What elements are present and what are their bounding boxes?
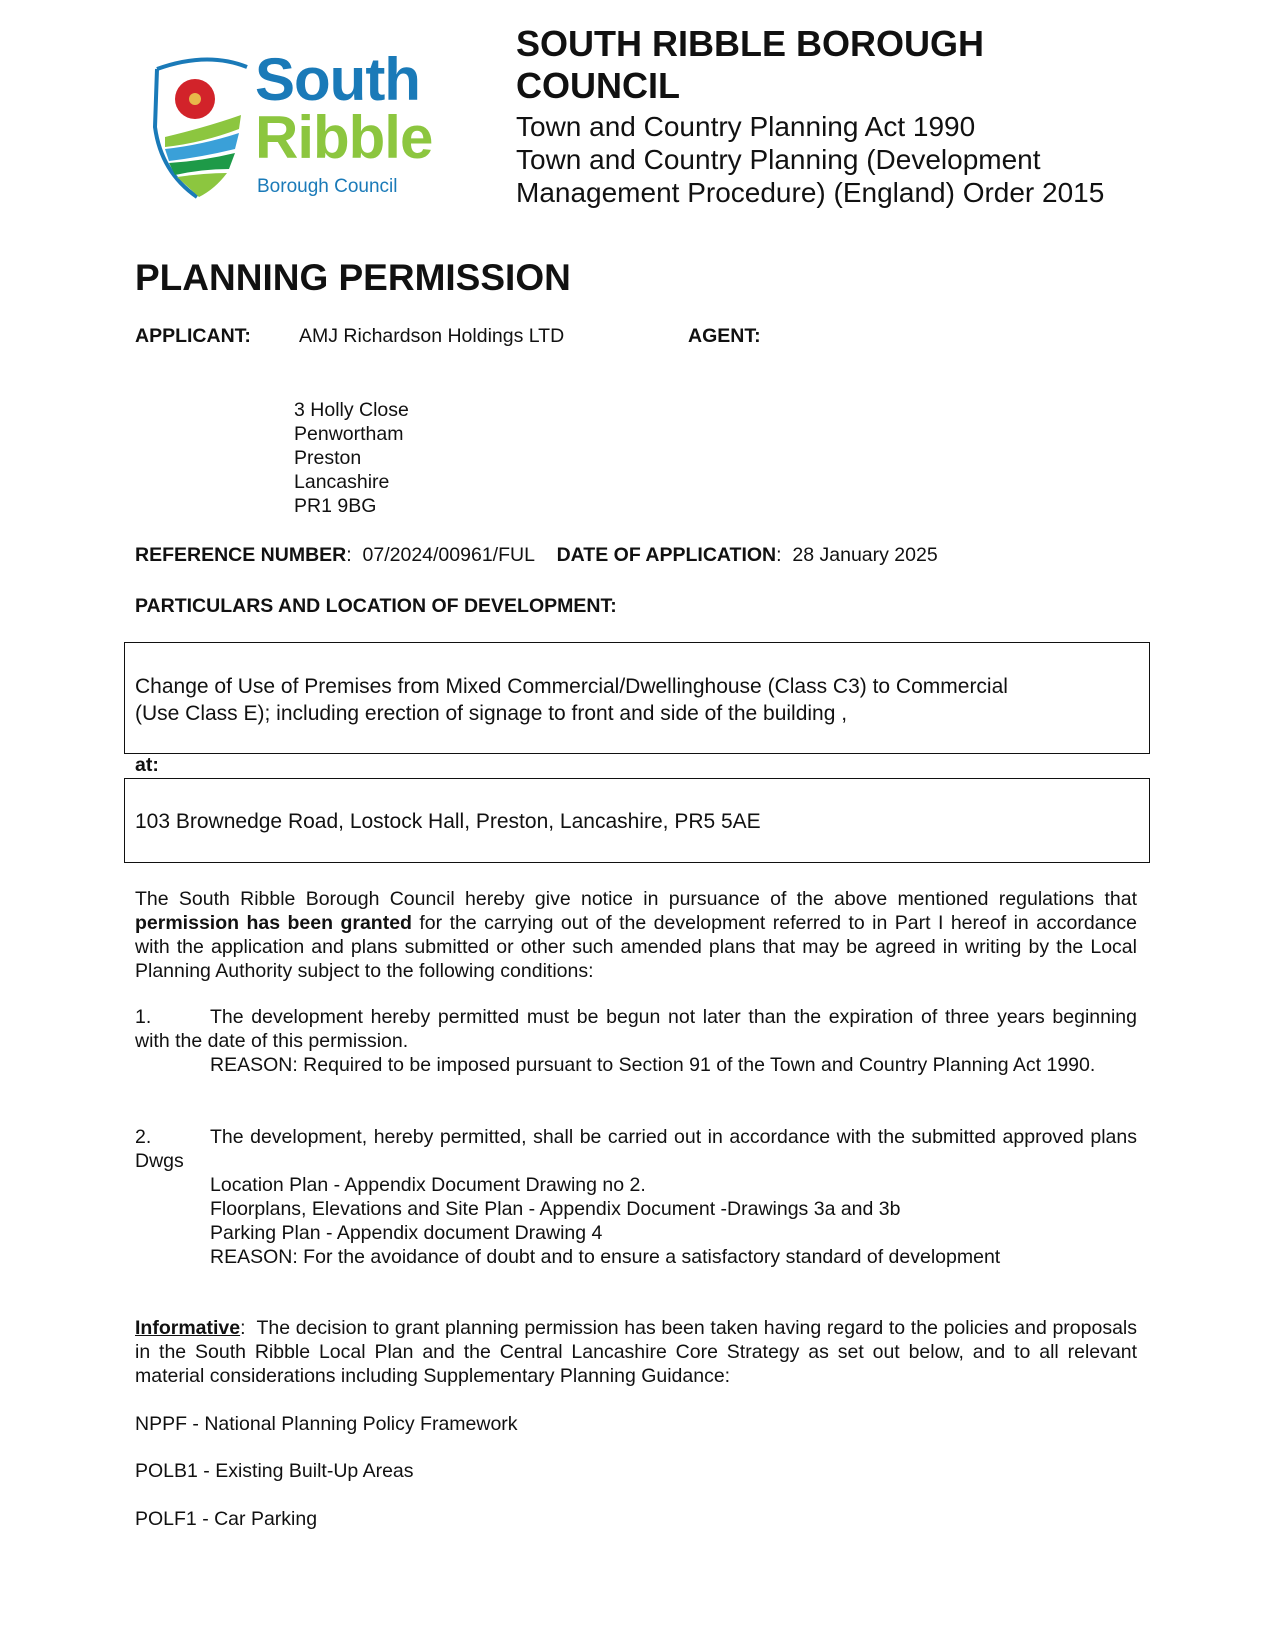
informative-text: The decision to grant planning permission has been taken having regard to the policies and proposals in the South Ribble Local Plan and the Central Lancashire Core Strategy as set out below, and to all relevant material considerations including Supplementary Planning Guidance: bbox=[135, 1317, 1137, 1387]
condition-2 bbox=[135, 1125, 1137, 1269]
plan-item: Floorplans, Elevations and Site Plan - Appendix Document -Drawings 3a and 3b bbox=[210, 1198, 901, 1220]
date-label: DATE OF APPLICATION bbox=[556, 544, 777, 566]
applicant-label: APPLICANT: bbox=[135, 325, 251, 347]
plan-item: Parking Plan - Appendix document Drawing 4 bbox=[210, 1222, 603, 1244]
logo-ribble: Ribble bbox=[255, 104, 433, 171]
act-line-1: Town and Country Planning Act 1990 bbox=[516, 111, 976, 142]
logo-south: South bbox=[255, 46, 420, 113]
page-title: PLANNING PERMISSION bbox=[135, 257, 571, 298]
policy-item: NPPF - National Planning Policy Framework bbox=[135, 1413, 518, 1435]
address-line: Lancashire bbox=[294, 471, 390, 493]
policy-item: POLF1 - Car Parking bbox=[135, 1508, 318, 1530]
development-line: Change of Use of Premises from Mixed Commercial/Dwellinghouse (Class C3) to Commercial bbox=[135, 675, 1008, 698]
address-line: Penwortham bbox=[294, 423, 404, 445]
notice-granted: permission has been granted bbox=[135, 912, 412, 934]
notice-text: The South Ribble Borough Council hereby give notice in pursuance of the above mentioned regulations that bbox=[135, 888, 1137, 910]
location-address: 103 Brownedge Road, Lostock Hall, Preston, Lancashire, PR5 5AE bbox=[135, 810, 761, 833]
applicant-name: AMJ Richardson Holdings LTD bbox=[299, 325, 565, 347]
condition-reason: REASON: For the avoidance of doubt and to ensure a satisfactory standard of development bbox=[210, 1246, 1001, 1268]
policy-item: POLB1 - Existing Built-Up Areas bbox=[135, 1460, 414, 1482]
informative: Informative: The decision to grant planning permission has been taken having regard to the policies and proposals in the South Ribble Local Plan and the Central Lancashire Core Strategy as set out below, and to all relevant material considerations including Supplementary Planning Guidance: bbox=[135, 1317, 1137, 1387]
location-box bbox=[124, 778, 1150, 863]
condition-number: 2. bbox=[135, 1126, 152, 1148]
applicant-address bbox=[294, 398, 409, 518]
notice-text: for the carrying out of the development referred to in Part I hereof in accordance with the application and plans submitted or other such amended plans that may be agreed in writing by the Local Planning Authority subject to the following conditions: bbox=[135, 912, 1137, 982]
condition-1 bbox=[135, 1005, 1137, 1077]
logo-borough-council: Borough Council bbox=[257, 176, 398, 197]
condition-number: 1. bbox=[135, 1006, 152, 1028]
informative-label: Informative bbox=[135, 1317, 241, 1339]
condition-text: The development, hereby permitted, shall be carried out in accordance with the submitted approved plans Dwgs bbox=[135, 1126, 1137, 1172]
application-date: 28 January 2025 bbox=[792, 544, 938, 566]
reference-label: REFERENCE NUMBER bbox=[135, 544, 347, 566]
address-line: PR1 9BG bbox=[294, 495, 377, 517]
development-line: (Use Class E); including erection of signage to front and side of the building , bbox=[135, 702, 848, 725]
address-line: Preston bbox=[294, 447, 362, 469]
council-name-2: COUNCIL bbox=[516, 65, 680, 106]
plan-item: Location Plan - Appendix Document Drawing no 2. bbox=[210, 1174, 646, 1196]
development-box bbox=[124, 642, 1150, 754]
condition-reason: REASON: Required to be imposed pursuant to Section 91 of the Town and Country Planning Act 1990. bbox=[210, 1054, 1096, 1076]
at-label: at: bbox=[135, 754, 159, 776]
particulars-label: PARTICULARS AND LOCATION OF DEVELOPMENT: bbox=[135, 595, 617, 617]
address-line: 3 Holly Close bbox=[294, 399, 409, 421]
council-logo bbox=[147, 46, 467, 207]
act-line-2: Town and Country Planning (Development bbox=[516, 144, 1041, 175]
condition-text: The development hereby permitted must be begun not later than the expiration of three years beginning with the date of this permission. bbox=[135, 1006, 1137, 1052]
shield-icon bbox=[147, 57, 257, 207]
council-name-1: SOUTH RIBBLE BOROUGH bbox=[516, 23, 984, 64]
agent-label: AGENT: bbox=[688, 325, 761, 347]
notice-paragraph bbox=[135, 887, 1137, 983]
act-line-3: Management Procedure) (England) Order 2015 bbox=[516, 177, 1105, 208]
reference-number: 07/2024/00961/FUL bbox=[362, 544, 535, 566]
reference-row: REFERENCE NUMBER: 07/2024/00961/FUL DATE OF APPLICATION: 28 January 2025 bbox=[135, 544, 938, 566]
